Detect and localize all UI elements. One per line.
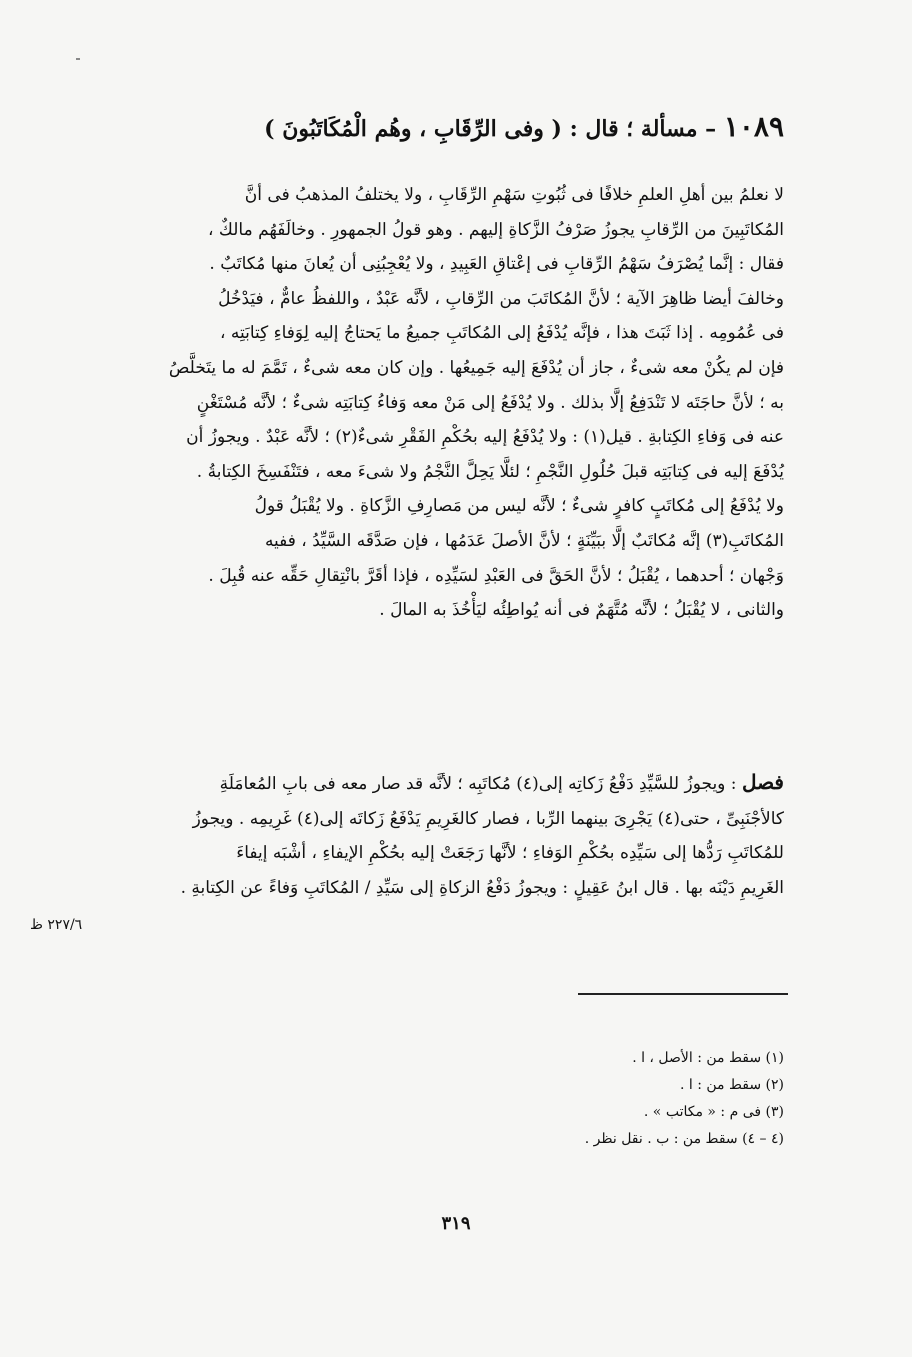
footnote: (٢) سقط من : ا .	[679, 1077, 784, 1093]
text-line: وَجْهان ؛ أحدهما ، يُقْبَلُ ؛ لأنَّ الحَقَّ فى العَبْدِ لسَيِّدِه ، فإذا أقَرَّ بانْتِقالِ حَقِّه عنه قُبِلَ .	[208, 565, 784, 586]
text-line: فى عُمُومِه . إذا ثَبَتَ هذا ، فإنَّه يُدْفَعُ إلى المُكاتَبِ جميعُ ما يَحتاجُ إليه لِوَفاءِ كِتابَتِه ،	[219, 323, 784, 344]
text-line: به ؛ لأنَّ حاجَتَه لا تَنْدَفِعُ إلَّا بذلك . ولا يُدْفَعُ إلى مَنْ معه وَفاءُ كِتابَتِه شىءٌ ؛ لأنَّه مُسْتَغْنٍ	[196, 392, 784, 413]
text-line	[114, 765, 784, 802]
text-line: يُدْفَعَ إليه فى كِتابَتِه قبلَ حُلُولِ النَّجْمِ ؛ لئلَّا يَحِلَّ النَّجْمُ ولا شىءَ معه ، فتَنْفَسِخَ الكِتابةُ .	[196, 461, 784, 482]
text-line: فإن لم يكُنْ معه شىءٌ ، جاز أن يُدْفَعَ إليه جَمِيعُها . وإن كان معه شىءٌ ، تَمَّمَ له ما يتَخلَّصُ	[168, 357, 784, 378]
text-line: ولا يُدْفَعُ إلى مُكاتَبٍ كافرٍ شىءٌ ؛ لأنَّه ليس من مَصارِفِ الزَّكاةِ . ولا يُقْبَلُ قولُ	[254, 496, 784, 517]
text-line: عنه فى وَفاءِ الكِتابةِ . قيل(١) : ولا يُدْفَعُ إليه بحُكْمِ الفَقْرِ شىءٌ(٢) ؛ لأنَّه عَبْدٌ . ويجوزُ أن	[186, 427, 784, 448]
text-line: للمُكاتَبِ رَدُّها إلى سَيِّدِه بحُكْمِ الوَفاءِ ؛ لأنَّها رَجَعَتْ إليه بحُكْمِ الإيفاءِ ، أشْبَه إيفاءَ	[236, 843, 784, 864]
footnote: (١) سقط من : الأصل ، ا .	[632, 1050, 784, 1066]
footnote: (٣) فى م : « مكاتب » .	[643, 1104, 784, 1120]
text-line: فقال : إنَّما يُصْرَفُ سَهْمُ الرِّقابِ فى إعْتاقِ العَبِيدِ ، ولا يُعْجِبُنِى أن يُعانَ منها مُكاتَبٌ .	[209, 254, 784, 275]
main-paragraph	[114, 178, 784, 628]
footnote-separator	[578, 993, 788, 995]
text-line: المُكاتَبِ(٣) إنَّه مُكاتَبٌ إلَّا ببَيِّنَةٍ ؛ لأنَّ الأصلَ عَدَمُها ، فإن صَدَّقَه السَّيِّدُ ، ففيه	[264, 530, 784, 551]
page-number: ٣١٩	[441, 1213, 471, 1234]
text-line: لا نعلمُ بين أهلِ العلمِ خلافًا فى ثُبُوتِ سَهْمِ الرِّقَابِ ، ولا يختلفُ المذهبُ فى أنَّ	[244, 185, 784, 205]
section-heading	[104, 110, 784, 143]
issue-number: ١٠٨٩	[723, 110, 784, 143]
text-line: المُكاتَبِينَ من الرِّقابِ يجوزُ صَرْفُ الزَّكاةِ إليهم . وهو قولُ الجمهورِ . وخالَفَهُم مالكٌ ،	[208, 219, 784, 240]
footnotes	[384, 1045, 784, 1153]
fasl-first-line: : ويجوزُ للسَّيِّدِ دَفْعُ زَكاتِه إلى(٤) مُكاتَبِه ؛ لأنَّه قد صار معه فى بابِ المُعامَلَةِ	[219, 774, 737, 794]
text-line: الغَرِيمِ دَيْنَه بها . قال ابنُ عَقِيلٍ : ويجوزُ دَفْعُ الزكاةِ إلى سَيِّدِ / المُكاتَبِ وَفاءً عن الكِتابةِ .	[180, 877, 784, 898]
footnote: (٤ – ٤) سقط من : ب . نقل نظر .	[584, 1131, 784, 1147]
fasl-label: فصل	[741, 770, 784, 794]
text-line: كالأجْنَبِىِّ ، حتى(٤) يَجْرِىَ بينهما الرِّبا ، فصار كالغَرِيمِ يَدْفَعُ زَكاتَه إلى(٤) غَرِيمِه . ويجوزُ	[192, 808, 784, 829]
heading-text: – مسألة ؛ قال : ( وفى الرِّقَابِ ، وهُم الْمُكَاتَبُونَ )	[264, 116, 717, 142]
manuscript-folio-note: ٢٢٧/٦ ظ	[30, 917, 83, 933]
fasl-paragraph	[114, 765, 784, 905]
scan-speck	[76, 58, 80, 60]
text-line: والثانى ، لا يُقْبَلُ ؛ لأنَّه مُتَّهَمٌ فى أنه يُواطِئُه ليَأْخُذَ به المالَ .	[379, 600, 784, 621]
text-line: وخالفَ أيضا ظاهِرَ الآية ؛ لأنَّ المُكاتَبَ من الرِّقابِ ، لأنَّه عَبْدٌ ، واللفظُ عامٌّ ، فيَدْخُلُ	[218, 288, 784, 309]
